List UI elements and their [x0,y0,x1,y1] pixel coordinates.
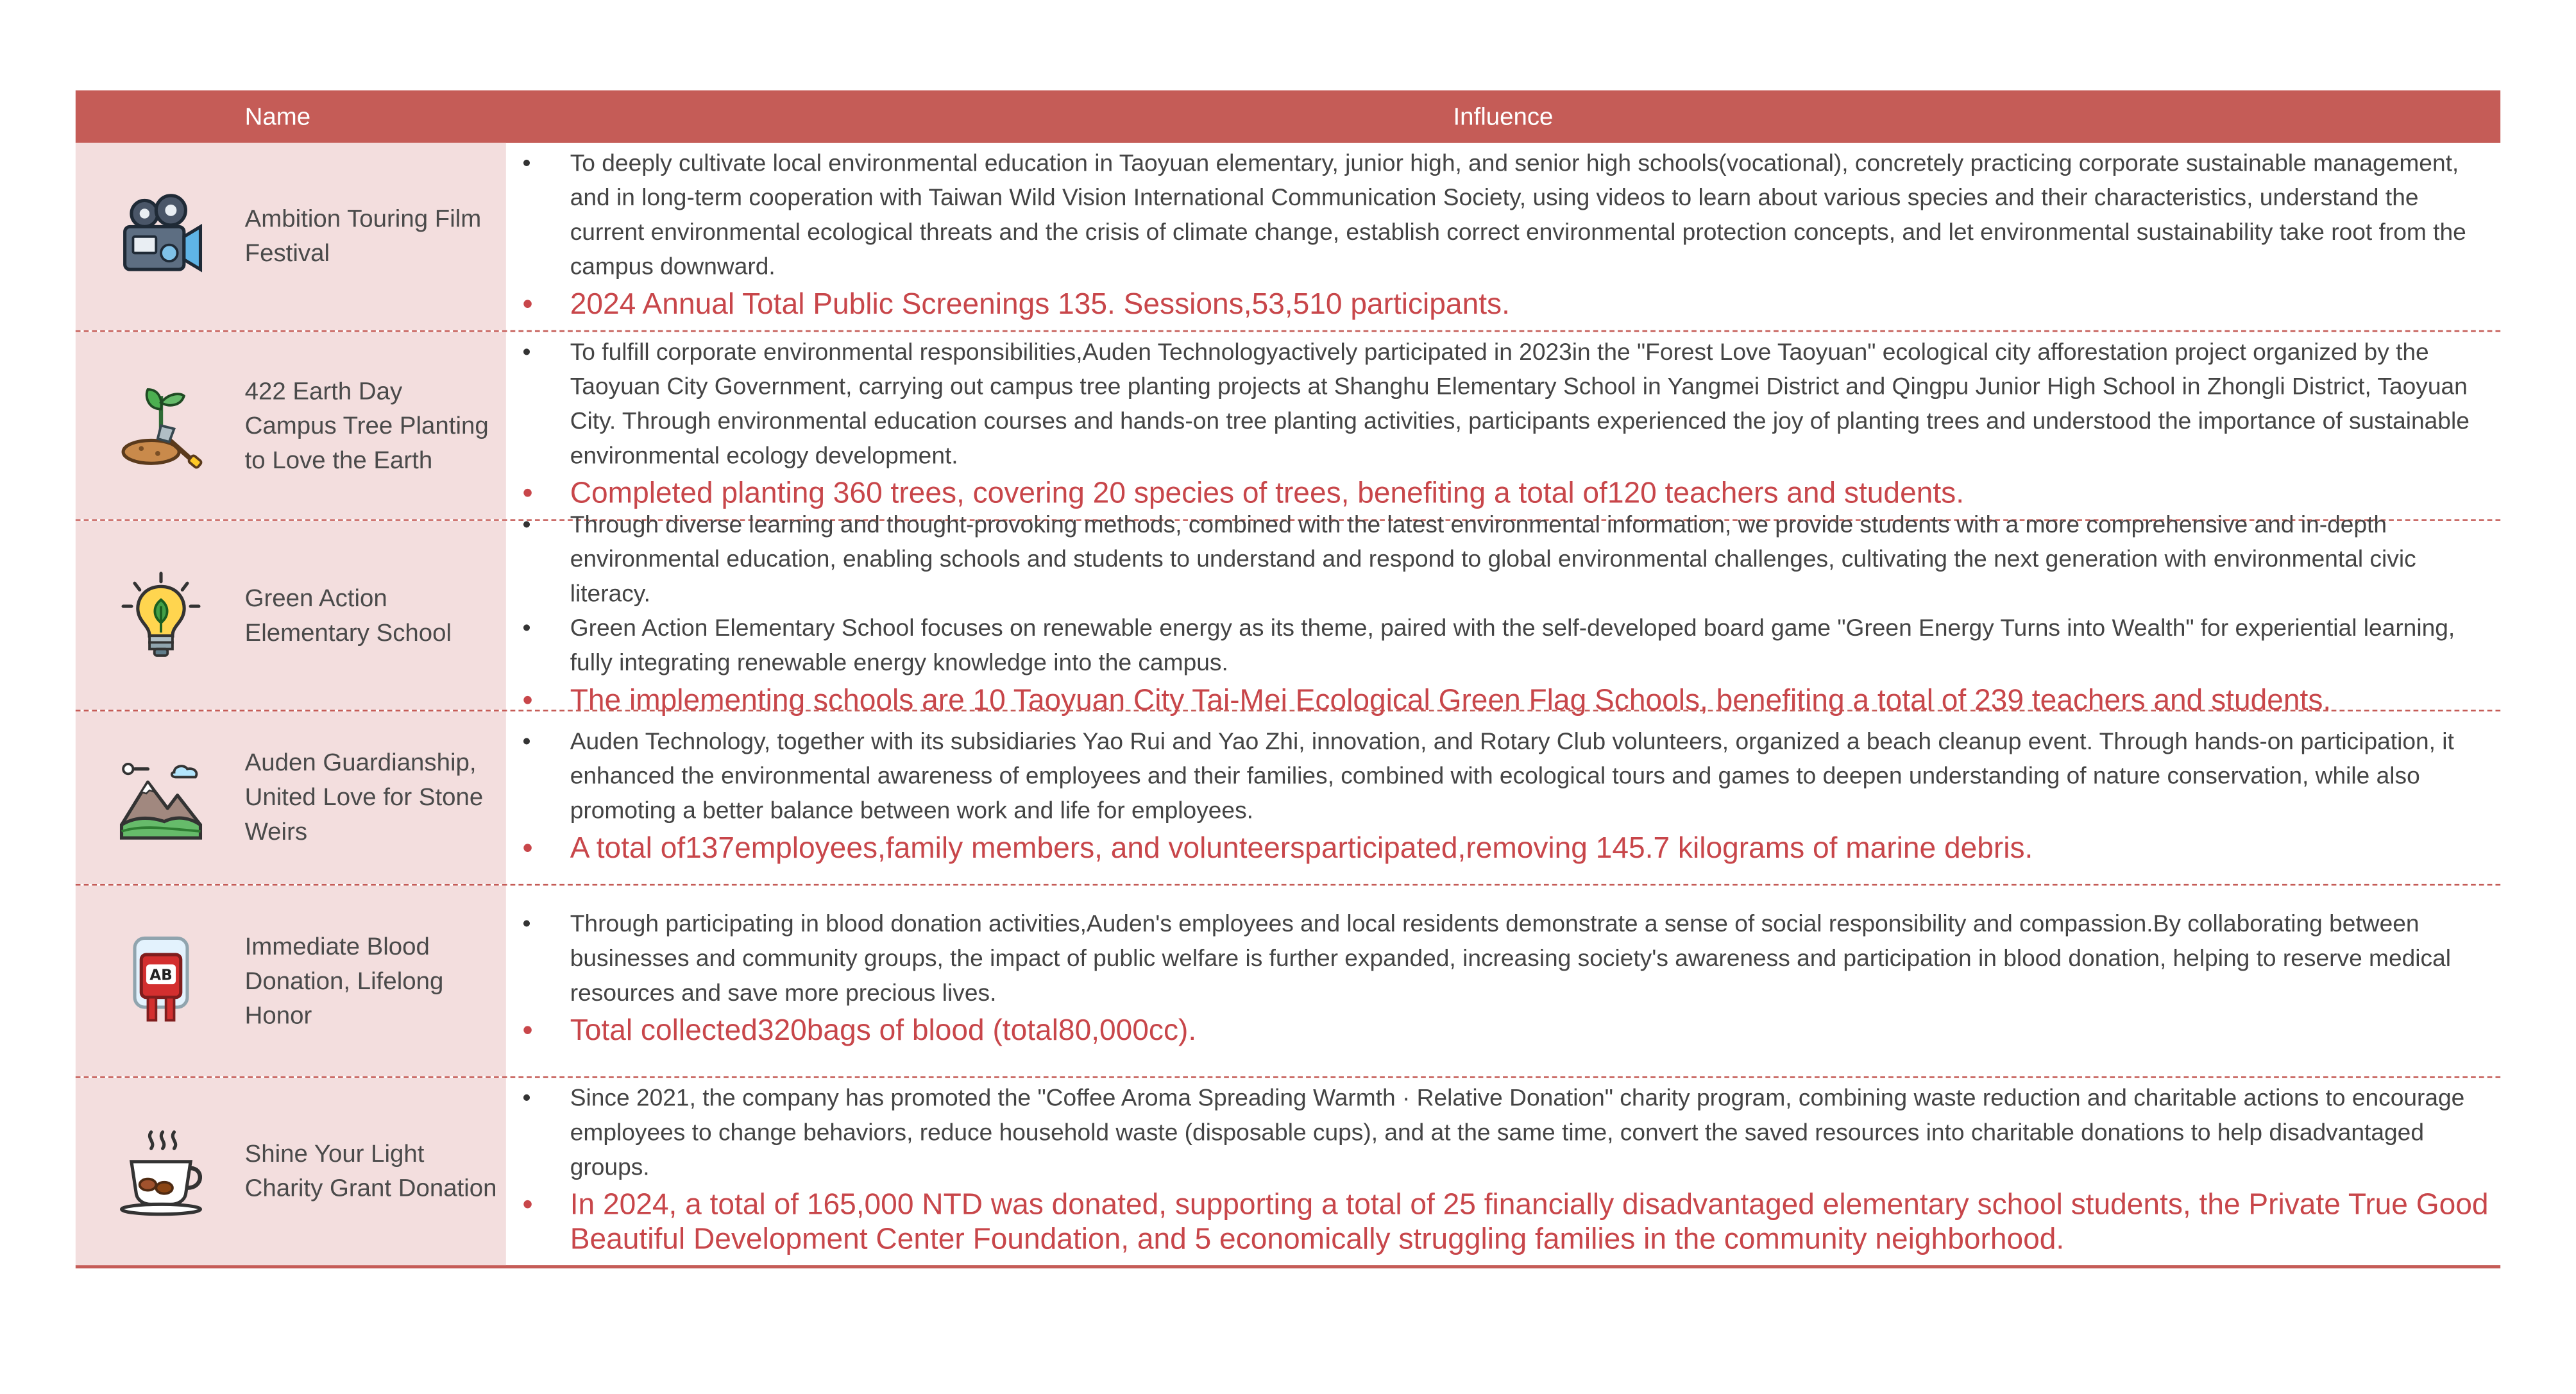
green-lightbulb-icon [76,569,245,661]
table-row [76,1078,2500,1268]
result-item: • Total collected320bags of blood (total80,000cc). [522,1014,1197,1048]
result-item: • The implementing schools are 10 Taoyuan City Tai-Mei Ecological Green Flag Schools, benefiting a total of 239 teachers and students. [522,683,2332,717]
name-cell [76,711,506,884]
coffee-cup-icon [76,1125,245,1217]
program-name: 422 Earth Day Campus Tree Planting to Love the Earth [244,377,489,474]
film-camera-icon [76,191,245,282]
name-cell [76,143,506,330]
description-item: • Since 2021, the company has promoted the "Coffee Aroma Spreading Warmth · Relative Donation" charity program, combining waste reduction and charitable actions to encourage employees to change behaviors, reduce household waste (disposable cups), and at the same time, convert the saved resources into charitable donations to help disadvantaged groups. [522,1085,2465,1181]
mountain-landscape-icon [76,752,245,844]
program-name: Green Action Elementary School [244,584,452,647]
program-name: Shine Your Light Charity Grant Donation [244,1140,497,1203]
program-name: Immediate Blood Donation, Lifelong Honor [244,932,444,1030]
result-item: • A total of137employees,family members, and volunteersparticipated,removing 145.7 kilograms of marine debris. [522,831,2033,864]
name-cell [76,1078,506,1265]
name-cell [76,332,506,519]
table-row [76,512,2500,717]
program-name: Ambition Touring Film Festival [244,205,482,268]
program-name: Auden Guardianship, United Love for Stone Weirs [244,749,484,847]
description-item: • To fulfill corporate environmental responsibilities,Auden Technologyactively participated in 2023in the "Forest Love Taoyuan" ecological city afforestation project organized by the Taoyuan City Government, carrying out campus tree planting projects at Shanghu Elementary School in Yangmei District and Qingpu Junior High School in Zhongli District, Taoyuan City. Through environmental education courses and hands-on tree planting activities, participants experienced the joy of planting trees and understood the importance of sustainable environmental ecology development. [522,339,2470,470]
description-item: • Through diverse learning and thought-provoking methods, combined with the latest environmental information, we provide students with a more comprehensive and in-depth environmental education, enabling schools and students to understand and respond to global environmental challenges, cultivating the next generation with environmental civic literacy. [522,512,2416,608]
influence-cell [506,512,2500,717]
table-header [76,90,2500,143]
tree-planting-shovel-icon [76,380,245,472]
result-item: • Completed planting 360 trees, covering 20 species of trees, benefiting a total of120 teachers and students. [522,476,1965,509]
influence-cell [506,143,2500,330]
influence-cell [506,885,2500,1076]
result-item: • In 2024, a total of 165,000 NTD was donated, supporting a total of 25 financially disadvantaged elementary school students, the Private True Good Beautiful Development Center Foundation, and 5 economically struggling families in the community neighborhood. [522,1187,2489,1255]
table-row [76,143,2500,332]
name-cell [76,521,506,710]
svg-text:AB: AB [149,967,172,984]
name-cell [76,885,506,1076]
table-row [76,885,2500,1078]
description-item: • Through participating in blood donation activities,Auden's employees and local residents demonstrate a sense of social responsibility and compassion.By collaborating between businesses and community groups, the impact of public welfare is further expanded, increasing society's awareness and participation in blood donation, helping to reserve medical resources and save more precious lives. [522,912,2452,1008]
blood-bag-icon [76,935,245,1026]
header-name: Name [244,103,311,131]
description-item: • Green Action Elementary School focuses on renewable energy as its theme, paired with the self-developed board game "Green Energy Turns into Wealth" for experiential learning, fully integrating renewable energy knowledge into the campus. [522,615,2455,677]
description-item: • Auden Technology, together with its subsidiaries Yao Rui and Yao Zhi, innovation, and Rotary Club volunteers, organized a beach cleanup event. Through hands-on participation, it enhanced the environmental awareness of employees and their families, combined with ecological tours and games to deepen understanding of nature conservation, while also promoting a better balance between work and life for employees. [522,729,2454,825]
table-row [76,711,2500,885]
description-item: • To deeply cultivate local environmental education in Taoyuan elementary, junior high, and senior high schools(vocational), concretely practicing corporate sustainable management, and in long-term cooperation with Taiwan Wild Vision International Communication Society, using videos to learn about various species and their characteristics, understand the current environmental ecological threats and the crisis of climate change, establish correct environmental protection concepts, and let environmental sustainability take root from the campus downward. [522,150,2466,281]
influence-cell [506,1078,2500,1265]
influence-table [76,90,2500,1268]
influence-cell [506,332,2500,519]
header-influence: Influence [1453,103,1554,131]
table-row [76,332,2500,521]
influence-cell [506,711,2500,884]
result-item: • 2024 Annual Total Public Screenings 135. Sessions,53,510 participants. [522,287,1510,320]
